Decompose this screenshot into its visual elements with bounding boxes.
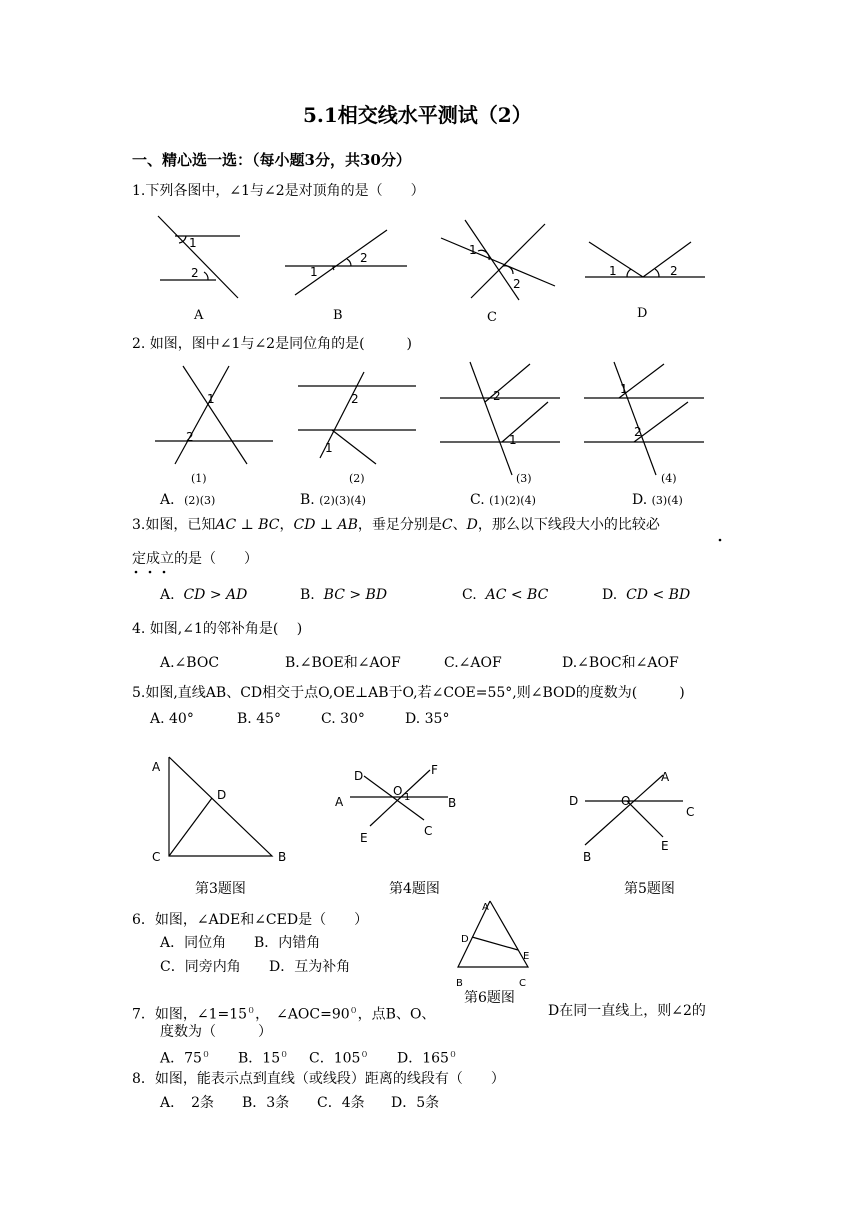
- q4-option-b: B.∠BOE和∠AOF: [285, 655, 401, 671]
- q1c-label-2: 2: [513, 277, 521, 291]
- q1-label-c: C: [487, 310, 497, 325]
- q8-option-c: C．4条: [317, 1095, 365, 1111]
- q2-option-a: A．(2)(3): [160, 492, 216, 508]
- fig4-label-o: O: [393, 784, 403, 798]
- q1b-label-2: 2: [360, 251, 368, 265]
- q4-option-d: D.∠BOC和∠AOF: [562, 655, 679, 671]
- fig4-label-f: F: [431, 763, 438, 777]
- figure-3: [150, 755, 300, 865]
- fig5-label-d: D: [569, 794, 579, 808]
- q1-label-a: A: [194, 308, 204, 323]
- q8-option-b: B．3条: [242, 1095, 290, 1111]
- question-7-line-1b: D在同一直线上，则∠2的: [548, 1003, 706, 1019]
- fig6-label-d: D: [461, 934, 469, 945]
- q6-option-c: C．同旁内角: [160, 959, 241, 975]
- q2-2-label-1: 1: [325, 441, 333, 455]
- question-3-line-1: 3.如图，已知AC ⊥ BC，CD ⊥ AB，垂足分别是C、D，那么以下线段大小的比较必: [132, 517, 660, 533]
- q3-option-c: C. AC < BC: [462, 587, 549, 603]
- q2-1-label-1: 1: [207, 392, 215, 406]
- question-1-text: 1.下列各图中，∠1与∠2是对顶角的是（ ）: [132, 183, 425, 199]
- fig4-label-b: B: [448, 796, 457, 810]
- fig4-label-1: 1: [404, 792, 411, 803]
- q8-option-d: D．5条: [391, 1095, 440, 1111]
- fig6-label-b: B: [456, 978, 463, 989]
- q2-3-label-2: 2: [493, 389, 501, 403]
- q3-option-b: B. BC > BD: [300, 587, 388, 603]
- figure-6-caption: 第6题图: [464, 990, 515, 1006]
- q6-option-b: B．内错角: [254, 935, 321, 951]
- q2-fig-label-2: (2): [349, 472, 365, 485]
- fig3-label-a: A: [152, 760, 161, 774]
- q1d-label-2: 2: [670, 264, 678, 278]
- fig4-label-e: E: [360, 831, 368, 845]
- q7-option-d: D．$165^0$: [397, 1050, 457, 1067]
- question-8-text: 8．如图，能表示点到直线（或线段）距离的线段有（ ）: [132, 1071, 505, 1087]
- fig5-label-o: O: [621, 794, 631, 808]
- q2-1-label-2: 2: [186, 430, 194, 444]
- q1-label-b: B: [333, 308, 343, 323]
- page-title: 5.1相交线水平测试（2）: [303, 103, 532, 127]
- q2-fig-label-4: (4): [661, 472, 677, 485]
- q3-option-a: A. CD > AD: [160, 587, 248, 603]
- fig6-label-c: C: [519, 978, 526, 989]
- q5-option-a: A. 40°: [150, 711, 194, 727]
- q2-fig-label-1: (1): [191, 472, 207, 485]
- q1a-label-1: 1: [189, 236, 197, 250]
- question-4-text: 4. 如图,∠1的邻补角是( ): [132, 621, 303, 637]
- figure-4-caption: 第4题图: [389, 881, 440, 897]
- q2-fig-label-3: (3): [516, 472, 532, 485]
- question-2-text: 2. 如图，图中∠1与∠2是同位角的是( ): [132, 336, 413, 352]
- question-7-line-2: 度数为（ ）: [160, 1024, 272, 1040]
- q7-option-a: A．$75^0$: [160, 1050, 210, 1067]
- q1d-label-1: 1: [609, 264, 617, 278]
- q5-option-b: B. 45°: [237, 711, 282, 727]
- q5-option-d: D. 35°: [405, 711, 450, 727]
- figure-5: [565, 765, 705, 865]
- q1a-label-2: 2: [191, 266, 199, 280]
- q1c-label-1: 1: [469, 243, 477, 257]
- question-3-line-2: 定成立的是（ ）: [132, 551, 258, 567]
- fig3-label-d: D: [217, 788, 227, 802]
- q2-3-label-1: 1: [509, 433, 517, 447]
- fig3-label-c: C: [152, 850, 161, 864]
- q2-4-label-1: 1: [620, 382, 628, 396]
- section-heading: 一、精心选一选：（每小题3分，共30分）: [132, 151, 411, 169]
- fig5-label-c: C: [686, 805, 695, 819]
- question-5-text: 5.如图,直线AB、CD相交于点O,OE⊥AB于O,若∠COE=55°,则∠BOD的度数为( ): [132, 685, 685, 701]
- figure-6: [450, 895, 540, 990]
- q1b-label-1: 1: [310, 265, 318, 279]
- fig5-label-e: E: [661, 839, 669, 853]
- fig4-label-d: D: [354, 769, 364, 783]
- q2-option-c: C. (1)(2)(4): [470, 492, 536, 508]
- q3-option-d: D. CD < BD: [602, 587, 691, 603]
- q2-option-d: D. (3)(4): [632, 492, 683, 508]
- figure-4: [330, 760, 470, 850]
- q7-option-c: C．$105^0$: [309, 1050, 369, 1067]
- q4-option-c: C.∠AOF: [444, 655, 502, 671]
- fig6-label-e: E: [523, 951, 530, 962]
- q4-option-a: A.∠BOC: [160, 655, 220, 671]
- fig4-label-a: A: [335, 795, 344, 809]
- q8-option-a: A． 2条: [160, 1095, 215, 1111]
- q2-2-label-2: 2: [351, 392, 359, 406]
- figure-3-caption: 第3题图: [195, 881, 246, 897]
- q7-option-b: B．$15^0$: [238, 1050, 289, 1067]
- figure-5-caption: 第5题图: [624, 881, 675, 897]
- fig6-label-a: A: [482, 902, 489, 913]
- fig5-label-b: B: [583, 850, 592, 864]
- q6-option-d: D．互为补角: [269, 959, 351, 975]
- question-6-text: 6．如图，∠ADE和∠CED是（ ）: [132, 912, 369, 928]
- fig5-label-a: A: [661, 770, 670, 784]
- q1-label-d: D: [637, 306, 648, 321]
- fig3-label-b: B: [278, 850, 287, 864]
- q2-option-b: B. (2)(3)(4): [300, 492, 366, 508]
- q5-option-c: C. 30°: [321, 711, 365, 727]
- fig4-label-c: C: [424, 824, 433, 838]
- q6-option-a: A．同位角: [160, 935, 227, 951]
- question-7-line-1a: 7．如图，$\angle 1=15^0$， $\angle AOC=90^0$，点B、O、: [132, 1006, 436, 1023]
- q2-4-label-2: 2: [634, 425, 642, 439]
